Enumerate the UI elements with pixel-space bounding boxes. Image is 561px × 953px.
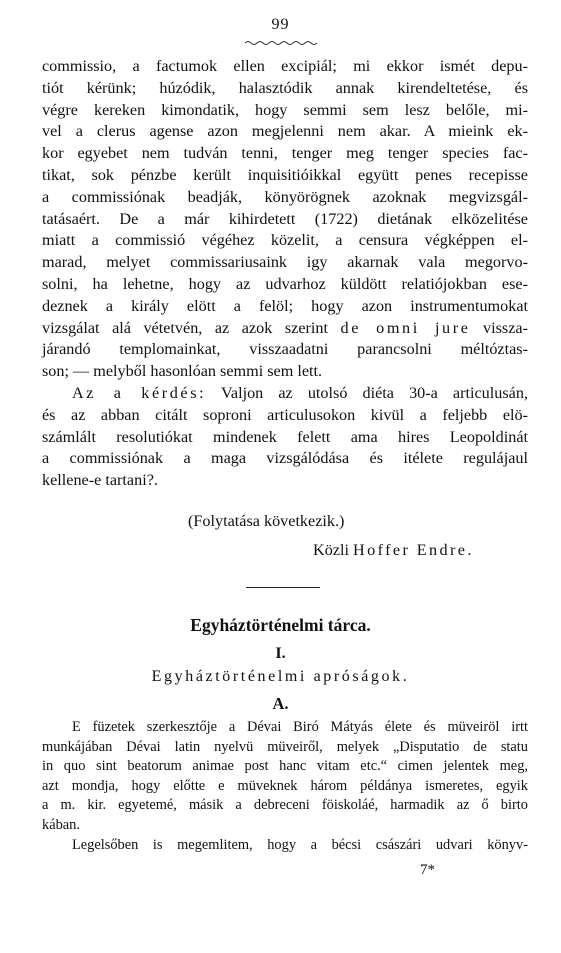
signature-prefix: Közli: [313, 541, 349, 559]
text-line: számlált resolutiókat mindenek felett ama hires Leopoldinát: [42, 427, 528, 446]
printer-signature-mark: 7*: [420, 862, 435, 878]
text-line: miatt a commissió végéhez közelit, a censura végképpen el-: [42, 231, 528, 250]
text-line: tikat, sok pénzbe került inquisitióikkal együtt penes recepisse: [42, 165, 528, 184]
text-line: vel a clerus agense azon megjelenni nem akar. A mieink ek-: [42, 122, 528, 141]
text-segment: Valjon az utolsó diéta 30-a articulusán,: [206, 383, 528, 402]
text-line: [42, 318, 528, 340]
text-line: kor egyebet nem tudván tenni, tenger meg tenger species fac-: [42, 144, 528, 163]
text-line: járandó templomainkat, visszaadatni parancsolni méltóztas-: [42, 340, 528, 359]
text-line: commissio, a factumok ellen excipiál; mi ekkor ismét depu-: [42, 57, 528, 75]
question-first-line: [42, 383, 528, 405]
text-line: tiót kérünk; húzódik, halasztódik annak kirendeltetése, és: [42, 78, 528, 97]
text-line: a commissiónak beadják, könyörögnek azoknak megvizsgál-: [42, 187, 528, 206]
question-lead: Az a kérdés:: [72, 383, 207, 402]
text-line: deznek a király elött a felöl; hogy azon instrumentumokat: [42, 296, 528, 315]
text-line: solni, ha lehetne, hogy az udvarhoz küldött relatiójokban ese-: [42, 274, 528, 293]
page-number: 99: [271, 16, 290, 33]
text-line: in quo sint beatorum animae post hanc vitam etc.“ cimen jelentek meg,: [42, 758, 528, 775]
ornament-rule: [245, 40, 319, 46]
section-number: I.: [275, 645, 286, 662]
text-line: a commissiónak a maga vizsgálódása és itélete regulájaul: [42, 449, 528, 468]
subsection-heading: A.: [272, 694, 289, 713]
text-line: munkájában Dévai latin nyelvü müveiről, melyek „Disputatio de statu: [42, 738, 528, 755]
text-line: végre kereken kimondatik, hogy semmi sem lesz belőle, mi-: [42, 100, 528, 119]
text-line: kellene-e tartani?.: [42, 471, 158, 490]
text-line: son; — melyből hasonlóan semmi sem lett.: [42, 362, 323, 381]
article-text: [42, 718, 528, 855]
text-line: tatásaért. De a már kihirdetett (1722) dietának elközelitése: [42, 209, 528, 228]
section-subtitle: Egyháztörténelmi apróságok.: [151, 668, 410, 685]
spaced-phrase: de omni jure: [340, 318, 471, 337]
body-text: [42, 56, 528, 492]
text-line: marad, melyet commissariusaink igy akarnak vala megorvo-: [42, 253, 528, 272]
author-name: Hoffer Endre.: [353, 541, 474, 559]
continued-note: (Folytatása következik.): [188, 512, 345, 530]
text-line: a m. kir. egyetemé, másik a debreceni föiskoláé, harmadik az ő birto: [42, 797, 528, 814]
text-line: Legelsőben is megemlitem, hogy a bécsi császári udvari könyv-: [72, 836, 528, 853]
section-title: Egyháztörténelmi tárca.: [190, 615, 371, 635]
text-line: kában.: [42, 816, 80, 833]
text-segment: vizsgálat alá vétetvén, az azok szerint: [42, 318, 341, 337]
text-line: azt mondja, hogy előtte e müveknek három példánya ismeretes, egyik: [42, 777, 528, 794]
text-line: E füzetek szerkesztője a Dévai Biró Mátyás élete és müveiröl irtt: [72, 719, 528, 735]
text-segment: vissza-: [470, 318, 528, 337]
section-divider: [246, 587, 320, 588]
author-signature: [313, 541, 474, 560]
text-line: és az abban citált soproni articulusokon kivül a feljebb elö-: [42, 405, 528, 424]
